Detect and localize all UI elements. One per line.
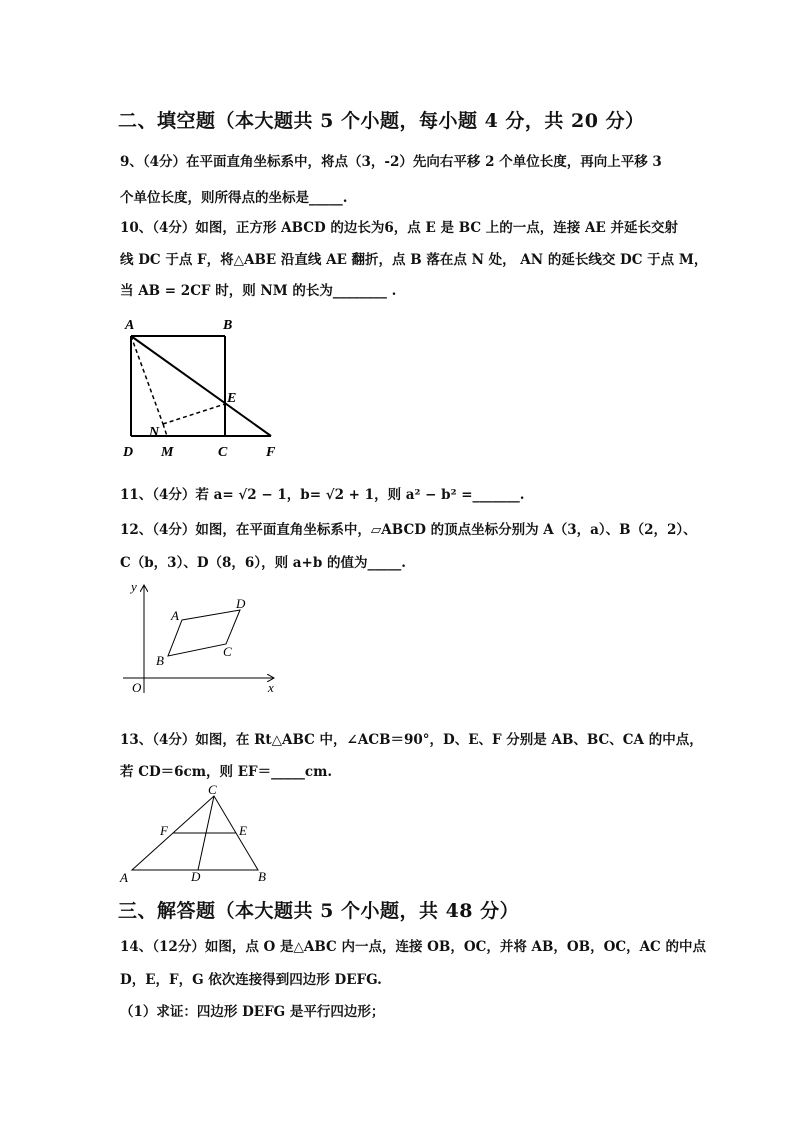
label-e: E [239, 823, 247, 838]
section-title-answers: 三、解答题（本大题共 5 个小题，共 48 分） [118, 900, 520, 922]
label-b: B [258, 869, 266, 884]
label-e: E [227, 391, 237, 406]
section-title-fill-in: 二、填空题（本大题共 5 个小题，每小题 4 分，共 20 分） [118, 110, 645, 132]
q11-line-1: 11、（4分）若 a= √2 − 1，b= √2 + 1，则 a² − b² =_______. [120, 487, 525, 503]
square-figure [115, 312, 295, 462]
q13-line-1: 13、（4分）如图，在 Rt△ABC 中，∠ACB＝90°，D、E、F 分别是 AB、BC、CA 的中点， [120, 732, 703, 748]
q13-line-2: 若 CD＝6cm，则 EF＝_____cm. [120, 764, 333, 780]
q12-line-2: C（b，3）、D（8，6），则 a+b 的值为_____. [120, 555, 406, 571]
label-f: F [160, 823, 168, 838]
q12-line-1: 12、（4分）如图，在平面直角坐标系中，▱ABCD 的顶点坐标分别为 A（3，a）、B（2，2）、 [120, 522, 697, 538]
label-a: A [120, 870, 128, 885]
q10-line-3: 当 AB = 2CF 时，则 NM 的长为________ . [120, 283, 397, 299]
label-d: D [191, 869, 201, 884]
label-c: C [208, 782, 217, 797]
label-a: A [171, 608, 179, 623]
q14-line-3: （1）求证：四边形 DEFG 是平行四边形； [120, 1004, 385, 1020]
label-f: F [266, 445, 276, 460]
label-a: A [125, 318, 135, 333]
origin-label: O [132, 680, 142, 695]
coordinate-figure [115, 578, 285, 698]
label-m: M [161, 445, 174, 460]
axis-x-label: x [268, 680, 274, 695]
label-c: C [218, 445, 228, 460]
label-n: N [149, 425, 160, 440]
q14-line-2: D，E，F，G 依次连接得到四边形 DEFG. [120, 972, 382, 988]
axis-y-label: y [131, 579, 137, 594]
label-c: C [223, 644, 232, 659]
dashed-an [131, 336, 163, 424]
label-d: D [123, 445, 134, 460]
dashed-ne [163, 404, 225, 424]
q14-line-1: 14、（12分）如图，点 O 是△ABC 内一点，连接 OB，OC，并将 AB，OB，OC，AC 的中点 [120, 939, 706, 955]
label-b: B [156, 653, 164, 668]
q9-line-1: 9、（4分）在平面直角坐标系中，将点（3，-2）先向右平移 2 个单位长度，再向上平移 3 [120, 154, 662, 170]
triangle-figure [112, 780, 282, 890]
q10-line-1: 10、（4分）如图，正方形 ABCD 的边长为6，点 E 是 BC 上的一点，连接 AE 并延长交射 [120, 220, 678, 236]
line-af [131, 336, 271, 436]
label-b: B [223, 318, 233, 333]
q9-line-2: 个单位长度，则所得点的坐标是_____. [120, 190, 348, 206]
label-d: D [236, 596, 246, 611]
q10-line-2: 线 DC 于点 F，将△ABE 沿直线 AE 翻折，点 B 落在点 N 处， AN 的延长线交 DC 于点 M， [120, 252, 708, 268]
dashed-nm [163, 424, 167, 436]
